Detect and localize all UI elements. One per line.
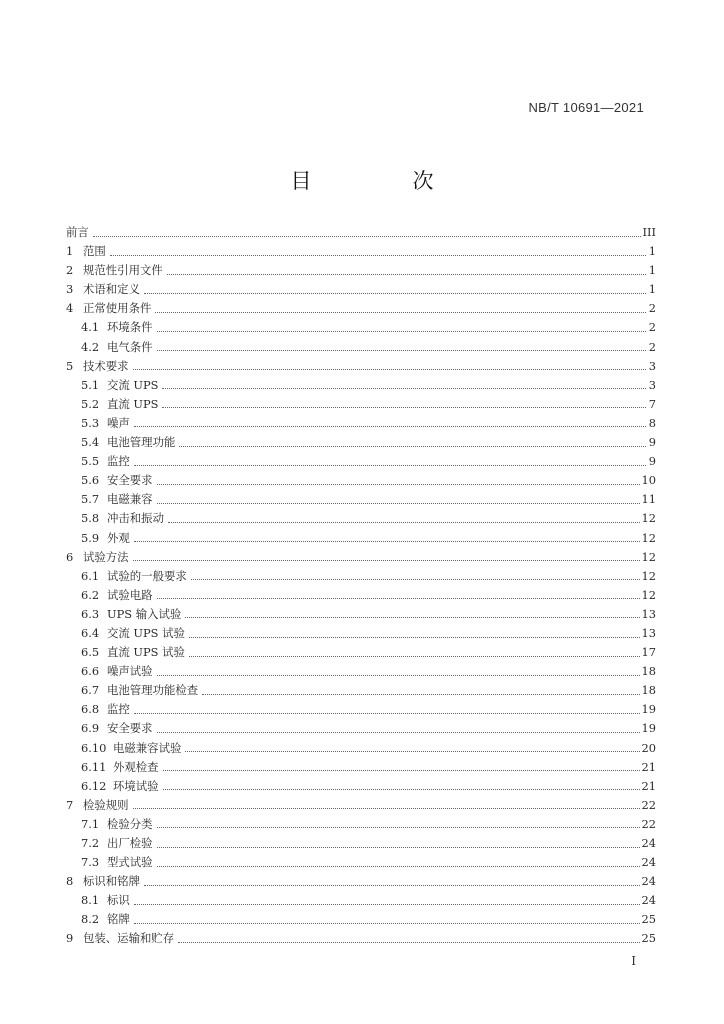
toc-entry-page: 21 <box>641 759 656 774</box>
toc-entry-label: 电气条件 <box>107 339 153 354</box>
toc-entry-page: 17 <box>641 645 656 660</box>
toc-entry-page: 10 <box>641 473 656 488</box>
toc-entry-number: 5.3 <box>81 415 100 430</box>
toc-entry-page: 12 <box>641 530 656 545</box>
toc-entry-number: 8.1 <box>81 893 100 908</box>
toc-entry-label: 交流 UPS 试验 <box>107 625 185 640</box>
dot-leader <box>191 578 640 580</box>
dot-leader <box>162 406 646 408</box>
toc-entry-page: 2 <box>648 320 656 335</box>
toc-entry[interactable] <box>66 911 656 930</box>
dot-leader <box>134 464 646 466</box>
toc-entry[interactable] <box>66 339 656 358</box>
toc-entry-page: 11 <box>641 492 656 507</box>
toc-entry-page: III <box>642 225 656 239</box>
dot-leader <box>157 502 640 504</box>
toc-entry[interactable] <box>66 816 656 835</box>
toc-entry-label: 噪声 <box>107 415 130 430</box>
toc-entry-number: 6.3 <box>81 606 100 621</box>
toc-entry-number: 7.3 <box>81 855 100 870</box>
toc-entry-label: 电磁兼容试验 <box>113 740 182 755</box>
toc-entry[interactable] <box>66 587 656 606</box>
toc-entry-page: 3 <box>648 358 656 373</box>
toc-entry-label: 规范性引用文件 <box>83 263 163 278</box>
dot-leader <box>168 521 640 523</box>
toc-entry-label: 标识和铭牌 <box>83 874 140 889</box>
toc-entry[interactable] <box>66 434 656 453</box>
toc-entry[interactable] <box>66 262 656 281</box>
toc-entry-label: 试验电路 <box>107 587 153 602</box>
toc-entry-page: 18 <box>641 683 656 698</box>
toc-entry-number: 5.5 <box>81 454 100 469</box>
toc-entry-number: 8.2 <box>81 912 100 927</box>
toc-entry-page: 8 <box>648 415 656 430</box>
toc-entry[interactable] <box>66 319 656 338</box>
toc-entry-label: 监控 <box>107 702 130 717</box>
toc-entry[interactable] <box>66 568 656 587</box>
toc-entry-label: UPS 输入试验 <box>107 606 182 621</box>
toc-entry-label: 标识 <box>107 893 130 908</box>
dot-leader <box>134 425 646 427</box>
toc-entry-label: 术语和定义 <box>83 282 140 297</box>
toc-entry-label: 安全要求 <box>107 721 153 736</box>
toc-entry[interactable] <box>66 453 656 472</box>
dot-leader <box>157 597 640 599</box>
toc-entry-page: 18 <box>641 664 656 679</box>
toc-entry-label: 型式试验 <box>107 855 153 870</box>
toc-entry-label: 电池管理功能检查 <box>107 683 199 698</box>
toc-entry-page: 7 <box>648 396 656 411</box>
toc-entry-label: 交流 UPS <box>107 377 159 392</box>
toc-entry-label: 前言 <box>66 225 89 239</box>
toc-entry-label: 噪声试验 <box>107 664 153 679</box>
toc-entry-label: 电磁兼容 <box>107 492 153 507</box>
toc-entry[interactable] <box>66 892 656 911</box>
toc-entry[interactable] <box>66 224 656 243</box>
toc-entry-number: 6.12 <box>81 778 107 793</box>
toc-entry[interactable] <box>66 549 656 568</box>
toc-entry-label: 外观 <box>107 530 130 545</box>
toc-entry-number: 4 <box>66 301 74 316</box>
dot-leader <box>155 311 646 313</box>
dot-leader <box>157 483 640 485</box>
toc-entry-page: 13 <box>641 606 656 621</box>
toc-entry-page: 24 <box>641 855 656 870</box>
dot-leader <box>157 330 646 332</box>
toc-entry-page: 13 <box>641 625 656 640</box>
toc-entry-page: 22 <box>641 797 656 812</box>
toc-entry-page: 24 <box>641 836 656 850</box>
toc-entry-number: 6.2 <box>81 587 100 602</box>
toc-entry[interactable] <box>66 835 656 854</box>
toc-entry[interactable] <box>66 491 656 510</box>
toc-entry[interactable] <box>66 243 656 262</box>
toc-entry-label: 外观检查 <box>113 759 159 774</box>
dot-leader <box>93 235 641 237</box>
dot-leader <box>202 693 639 695</box>
toc-entry[interactable] <box>66 701 656 720</box>
toc-entry[interactable] <box>66 300 656 319</box>
toc-entry-page: 12 <box>641 549 656 564</box>
toc-entry-page: 21 <box>641 778 656 793</box>
toc-entry-page: 19 <box>641 721 656 736</box>
dot-leader <box>157 826 640 828</box>
toc-entry-number: 6 <box>66 549 74 564</box>
toc-entry[interactable] <box>66 682 656 701</box>
toc-entry-label: 检验分类 <box>107 816 153 831</box>
toc-entry[interactable] <box>66 530 656 549</box>
toc-entry-label: 试验的一般要求 <box>107 568 187 583</box>
toc-entry-page: 12 <box>641 511 656 526</box>
toc-entry-label: 环境条件 <box>107 320 153 335</box>
dot-leader <box>185 750 639 752</box>
toc-entry-label: 冲击和振动 <box>107 511 164 526</box>
dot-leader <box>133 559 640 561</box>
toc-entry-number: 5.1 <box>81 377 100 392</box>
dot-leader <box>178 941 639 943</box>
dot-leader <box>179 445 646 447</box>
toc-entry-number: 6.7 <box>81 683 100 698</box>
toc-entry-page: 1 <box>648 282 656 297</box>
toc-entry-number: 5.9 <box>81 530 100 545</box>
dot-leader <box>134 922 640 924</box>
toc-entry-number: 5.7 <box>81 492 100 507</box>
dot-leader <box>157 846 640 848</box>
toc-entry-page: 24 <box>641 893 656 908</box>
toc-entry-label: 铭牌 <box>107 912 130 927</box>
toc-entry-number: 3 <box>66 282 74 297</box>
toc-entry-page: 24 <box>641 874 656 889</box>
toc-entry-number: 7 <box>66 797 74 812</box>
toc-entry-label: 直流 UPS <box>107 396 159 411</box>
standard-code: NB/T 10691—2021 <box>528 100 644 115</box>
toc-entry[interactable] <box>66 358 656 377</box>
toc-entry[interactable] <box>66 930 656 949</box>
toc-entry-page: 12 <box>641 587 656 602</box>
toc-entry-number: 6.9 <box>81 721 100 736</box>
toc-entry[interactable] <box>66 510 656 529</box>
toc-entry-number: 4.1 <box>81 320 100 335</box>
toc-entry[interactable] <box>66 377 656 396</box>
toc-entry-number: 5 <box>66 358 74 373</box>
dot-leader <box>167 273 646 275</box>
toc-entry-label: 监控 <box>107 454 130 469</box>
toc-entry-number: 6.5 <box>81 645 100 660</box>
dot-leader <box>157 731 640 733</box>
toc-entry-number: 6.1 <box>81 568 100 583</box>
dot-leader <box>134 540 640 542</box>
dot-leader <box>134 712 640 714</box>
toc-entry[interactable] <box>66 606 656 625</box>
toc-entry-number: 6.6 <box>81 664 100 679</box>
dot-leader <box>163 769 640 771</box>
dot-leader <box>133 807 640 809</box>
toc-entry-page: 1 <box>648 263 656 278</box>
toc-entry[interactable] <box>66 720 656 739</box>
page-title: 目 次 <box>290 169 474 193</box>
toc-entry[interactable] <box>66 281 656 300</box>
toc-entry-page: 2 <box>648 339 656 354</box>
toc-entry-number: 5.4 <box>81 435 100 450</box>
toc-entry-label: 检验规则 <box>83 797 129 812</box>
toc-entry-label: 试验方法 <box>83 549 129 564</box>
toc-entry[interactable] <box>66 854 656 873</box>
toc-entry-number: 1 <box>66 244 74 259</box>
toc-entry-label: 电池管理功能 <box>107 435 176 450</box>
toc-entry-number: 6.8 <box>81 702 100 717</box>
toc-entry-label: 安全要求 <box>107 473 153 488</box>
toc-entry-page: 19 <box>641 702 656 717</box>
toc-entry-page: 9 <box>648 454 656 469</box>
toc-entry[interactable] <box>66 759 656 778</box>
toc-entry[interactable] <box>66 740 656 759</box>
table-of-contents <box>66 224 656 950</box>
toc-entry-page: 3 <box>648 377 656 392</box>
toc-entry-number: 5.8 <box>81 511 100 526</box>
toc-entry-number: 6.4 <box>81 625 100 640</box>
toc-entry-number: 7.1 <box>81 816 100 831</box>
toc-entry-number: 5.2 <box>81 396 100 411</box>
toc-entry-number: 7.2 <box>81 836 100 850</box>
toc-entry-label: 技术要求 <box>83 358 129 373</box>
dot-leader <box>110 254 646 256</box>
toc-entry-page: 1 <box>648 244 656 259</box>
toc-entry-page: 9 <box>648 435 656 450</box>
toc-entry-page: 25 <box>641 912 656 927</box>
toc-entry-label: 范围 <box>83 244 106 259</box>
toc-entry[interactable] <box>66 778 656 797</box>
toc-entry-label: 正常使用条件 <box>83 301 152 316</box>
dot-leader <box>134 903 640 905</box>
toc-entry[interactable] <box>66 625 656 644</box>
dot-leader <box>162 387 646 389</box>
toc-entry-page: 12 <box>641 568 656 583</box>
toc-entry-label: 包装、运输和贮存 <box>83 931 175 946</box>
toc-entry-label: 环境试验 <box>113 778 159 793</box>
toc-entry-page: 20 <box>641 740 656 755</box>
toc-entry-page: 22 <box>641 816 656 831</box>
dot-leader <box>163 788 640 790</box>
page-number: I <box>631 954 636 968</box>
dot-leader <box>189 655 640 657</box>
toc-entry-page: 2 <box>648 301 656 316</box>
dot-leader <box>133 368 646 370</box>
toc-entry-page: 25 <box>641 931 656 946</box>
toc-entry[interactable] <box>66 644 656 663</box>
toc-entry-label: 出厂检验 <box>107 836 153 850</box>
toc-entry-number: 5.6 <box>81 473 100 488</box>
dot-leader <box>185 616 639 618</box>
toc-entry[interactable] <box>66 415 656 434</box>
toc-entry-label: 直流 UPS 试验 <box>107 645 185 660</box>
toc-entry[interactable] <box>66 873 656 892</box>
toc-entry-number: 4.2 <box>81 339 100 354</box>
toc-entry[interactable] <box>66 472 656 491</box>
dot-leader <box>144 292 646 294</box>
toc-entry[interactable] <box>66 797 656 816</box>
toc-entry-number: 6.10 <box>81 740 107 755</box>
toc-entry[interactable] <box>66 663 656 682</box>
dot-leader <box>189 636 640 638</box>
toc-entry[interactable] <box>66 396 656 415</box>
toc-entry-number: 8 <box>66 874 74 889</box>
dot-leader <box>157 865 640 867</box>
dot-leader <box>157 674 640 676</box>
dot-leader <box>157 349 646 351</box>
toc-entry-number: 6.11 <box>81 759 107 774</box>
dot-leader <box>144 884 640 886</box>
toc-entry-number: 2 <box>66 263 74 278</box>
toc-entry-number: 9 <box>66 931 74 946</box>
